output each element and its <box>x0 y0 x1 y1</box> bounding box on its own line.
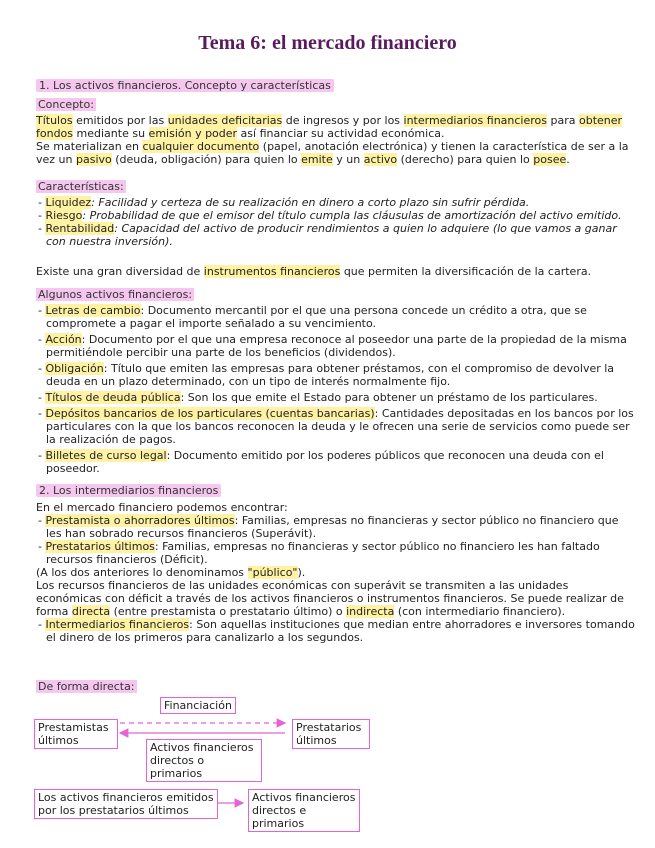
text-span: posee <box>533 153 567 166</box>
text-span: emite <box>301 153 333 166</box>
direct-label: De forma directa: <box>38 680 135 693</box>
text-span: activo <box>363 153 398 166</box>
text-span: indirecta <box>346 605 395 618</box>
list-item: - Acción: Documento por el que una empresa reconoce al poseedor una parte de la propiedad de la misma permitiéndole percibir una parte de los beneficios (dividendos). <box>38 333 627 359</box>
text-span: (deuda, obligación) para quien lo <box>111 153 302 166</box>
list-item: - Intermediarios financieros: Son aquellas instituciones que median entre ahorradores e inversores tomando el dinero de los primeros para canalizarlo a los segundos. <box>38 618 635 644</box>
definition: : Familias, empresas no financieras y sector público no financiero les han faltado recursos financieros (Déficit). <box>46 540 600 566</box>
direct-assets-box: Activos financieros directos o primarios <box>146 739 262 782</box>
term: Títulos de deuda pública <box>45 391 181 404</box>
term: Letras de cambio <box>45 304 141 317</box>
intro-text: En el mercado financiero podemos encontrar: <box>36 501 288 514</box>
text-span: ). <box>297 566 306 579</box>
text-span: . <box>566 153 570 166</box>
section-1-heading: 1. Los activos financieros. Concepto y características <box>36 79 334 92</box>
definition: : Familias, empresas no financieras y sector público no financiero que les han sobrado recursos financieros (Superávit). <box>46 514 619 540</box>
text-span: (con intermediario financiero). <box>394 605 566 618</box>
term: Obligación <box>45 362 104 375</box>
term: Rentabilidad <box>45 222 115 235</box>
lenders-box: Prestamistas últimos <box>34 719 118 749</box>
emitted-assets-box: Los activos financieros emitidos por los prestatarios últimos <box>34 789 218 819</box>
text-span: instrumentos financieros <box>203 265 341 278</box>
text-span: (papel, anotación electrónica) y tienen la característica de ser a la vez un <box>36 140 629 166</box>
text-span: así financiar su actividad económica. <box>237 127 445 140</box>
text-span: Se materializan en <box>36 140 143 153</box>
section-2-heading: 2. Los intermediarios financieros <box>36 484 221 497</box>
text-span: unidades deficitarias <box>167 114 283 127</box>
definition: : Capacidad del activo de producir rendimientos a quien lo adquiere (lo que vamos a ganar con nuestra inversión). <box>46 222 617 248</box>
list-item: - Rentabilidad: Capacidad del activo de producir rendimientos a quien lo adquiere (lo que vamos a ganar con nuestra inversión). <box>38 222 617 248</box>
text-span: Los recursos financieros de las unidades económicas con superávit se transmiten a las unidades económicas con déficit a través de los activos financieros o instrumentos financieros. Se puede realizar de forma <box>36 579 624 618</box>
text-span: de ingresos y por los <box>282 114 404 127</box>
text-span: pasivo <box>76 153 112 166</box>
text-span: intermediarios financieros <box>403 114 547 127</box>
text-span: directa <box>71 605 111 618</box>
definition: : Documento emitido por los poderes públicos que reconocen una deuda con el poseedor. <box>46 449 604 475</box>
definition: : Documento por el que una empresa reconoce al poseedor una parte de la propiedad de la misma permitiéndole percibir una parte de los beneficios (dividendos). <box>46 333 627 359</box>
term: Prestamista o ahorradores últimos <box>45 514 235 527</box>
result-box: Activos financieros directos e primarios <box>248 789 360 832</box>
term: Riesgo <box>45 209 83 222</box>
assets-label: Algunos activos financieros: <box>38 288 193 301</box>
list-item: - Prestamista o ahorradores últimos: Familias, empresas no financieras y sector público no financiero que les han sobrado recursos financieros (Superávit). <box>38 514 619 540</box>
term: Intermediarios financieros <box>45 618 190 631</box>
definition: : Probabilidad de que el emisor del título cumpla las cláusulas de amortización del activo emitido. <box>82 209 622 222</box>
concept-label: Concepto: <box>38 98 94 111</box>
text-span: (A los dos anteriores lo denominamos <box>36 566 248 579</box>
definition: : Son los que emite el Estado para obtener un préstamo de los particulares. <box>180 391 598 404</box>
text-span: mediante su <box>73 127 149 140</box>
text-span: para <box>547 114 579 127</box>
term: Billetes de curso legal <box>45 449 167 462</box>
term: Depósitos bancarios de los particulares (cuentas bancarias) <box>45 407 375 420</box>
text-span: que permiten la diversificación de la cartera. <box>340 265 592 278</box>
text-span: "público" <box>247 566 298 579</box>
page-title: Tema 6: el mercado financiero <box>198 32 457 54</box>
list-item: - Prestatarios últimos: Familias, empresas no financieras y sector público no financiero les han faltado recursos financieros (Déficit). <box>38 540 600 566</box>
list-item: - Riesgo: Probabilidad de que el emisor del título cumpla las cláusulas de amortización del activo emitido. <box>38 209 622 222</box>
text-span: (derecho) para quien lo <box>397 153 534 166</box>
list-item: - Títulos de deuda pública: Son los que emite el Estado para obtener un préstamo de los particulares. <box>38 391 598 404</box>
definition: : Son aquellas instituciones que median entre ahorradores e inversores tomando el dinero de los primeros para canalizarlo a los segundos. <box>46 618 635 644</box>
list-item: - Letras de cambio: Documento mercantil por el que una persona concede un crédito a otra, que se compromete a pagar el importe señalado a su vencimiento. <box>38 304 587 330</box>
text-span: Títulos <box>36 114 73 127</box>
list-item: - Obligación: Título que emiten las empresas para obtener préstamos, con el compromiso de devolver la deuda en un plazo determinado, con un tipo de interés normalmente fijo. <box>38 362 615 388</box>
text-span: obtener fondos <box>36 114 623 140</box>
term: Liquidez <box>45 196 92 209</box>
text-span: Existe una gran diversidad de <box>36 265 204 278</box>
definition: : Cantidades depositadas en los bancos por los particulares con la que los bancos reconocen la deuda y le ofrecen una serie de servicios como puede ser la realización de pagos. <box>46 407 634 446</box>
text-span: cualquier documento <box>142 140 260 153</box>
term: Acción <box>45 333 82 346</box>
text-span: y un <box>332 153 364 166</box>
list-item: - Liquidez: Facilidad y certeza de su realización en dinero a corto plazo sin sufrir pérdida. <box>38 196 530 209</box>
text-span: (entre prestamista o prestatario último) o <box>110 605 347 618</box>
definition: : Documento mercantil por el que una persona concede un crédito a otra, que se compromete a pagar el importe señalado a su vencimiento. <box>46 304 587 330</box>
term: Prestatarios últimos <box>45 540 155 553</box>
characteristics-label: Características: <box>38 180 124 193</box>
financing-box: Financiación <box>160 697 236 714</box>
definition: : Título que emiten las empresas para obtener préstamos, con el compromiso de devolver la deuda en un plazo determinado, con un tipo de interés normalmente fijo. <box>46 362 615 388</box>
list-item: - Depósitos bancarios de los particulares (cuentas bancarias): Cantidades depositadas en los bancos por los particulares con la que los bancos reconocen la deuda y le ofrecen una serie de servicios como puede ser la realización de pagos. <box>38 407 634 446</box>
list-item: - Billetes de curso legal: Documento emitido por los poderes públicos que reconocen una deuda con el poseedor. <box>38 449 604 475</box>
borrowers-box: Prestatarios últimos <box>292 719 370 749</box>
text-span: emisión y poder <box>148 127 238 140</box>
text-span: emitidos por las <box>72 114 168 127</box>
definition: : Facilidad y certeza de su realización en dinero a corto plazo sin sufrir pérdida. <box>91 196 530 209</box>
